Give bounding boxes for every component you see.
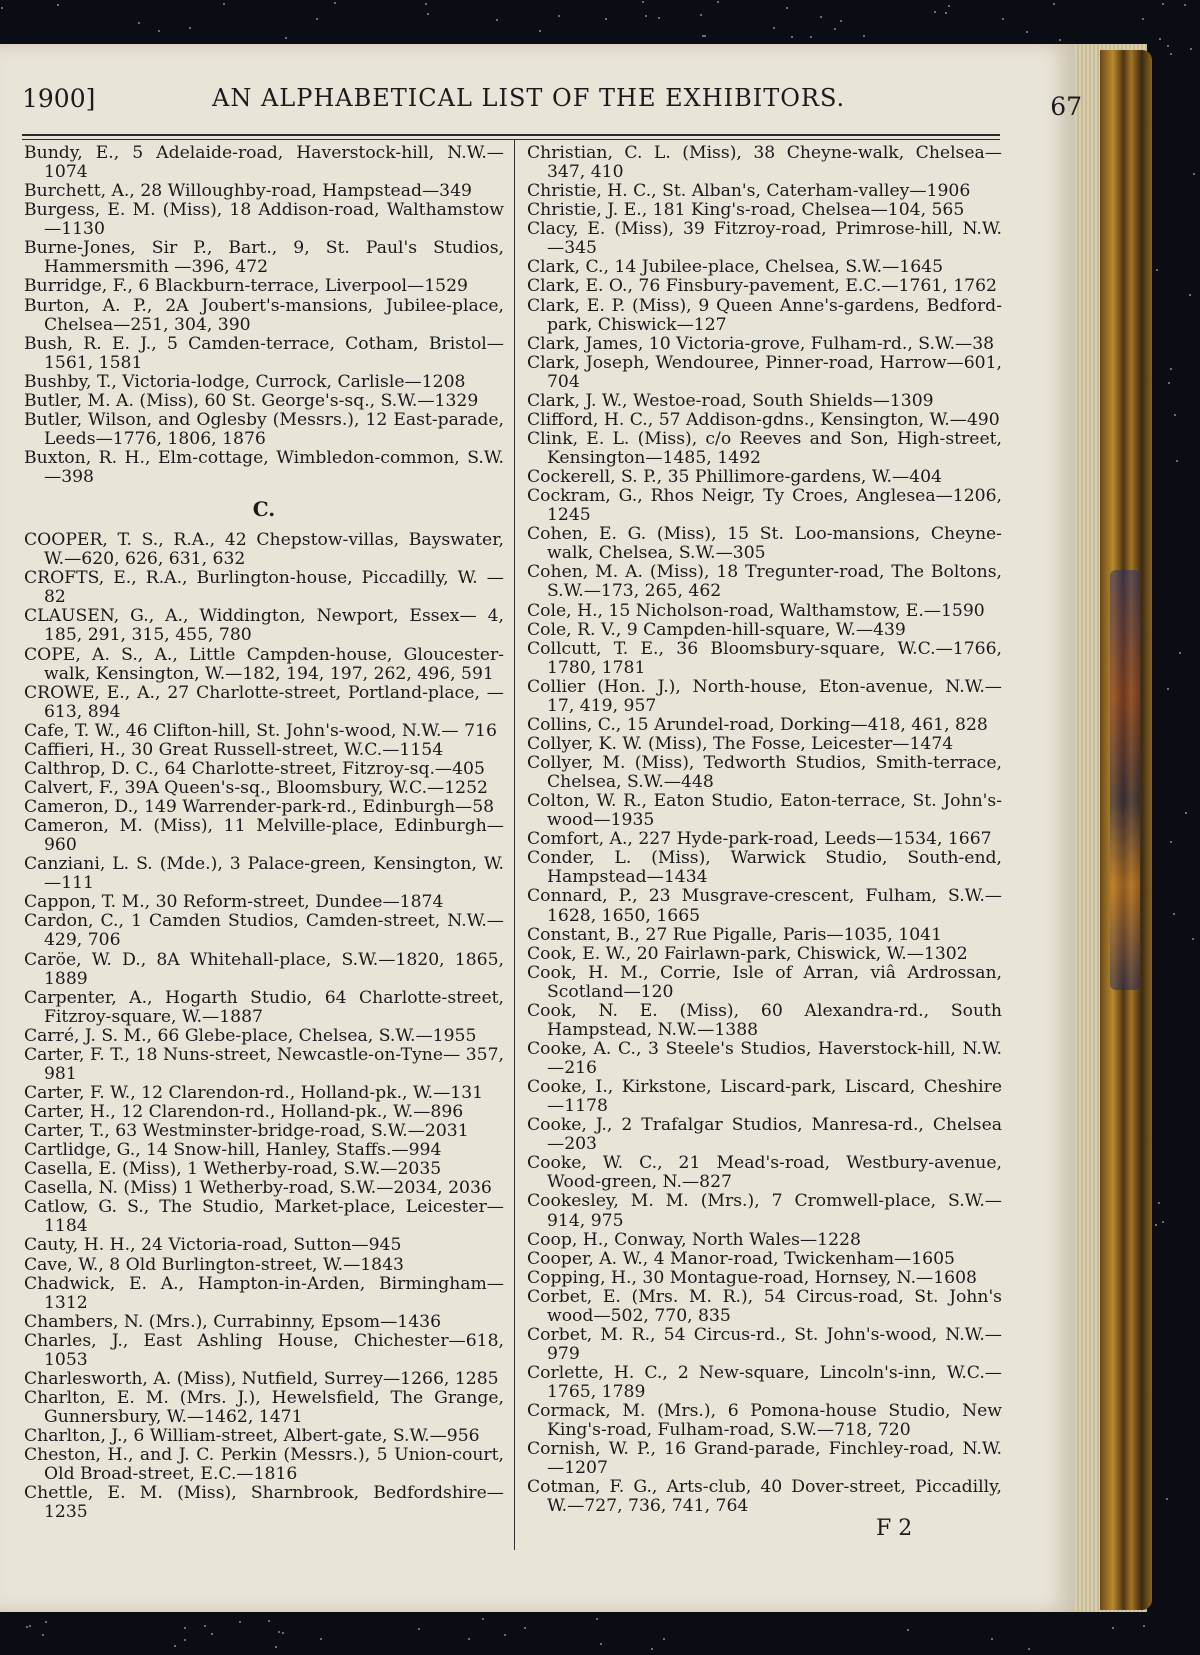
star-dot xyxy=(418,1628,420,1630)
exhibitor-entry: Carter, F. T., 18 Nuns-street, Newcastle-on-Tyne— 357, 981 xyxy=(24,1044,504,1084)
star-dot xyxy=(645,15,647,17)
exhibitor-entry: Clark, James, 10 Victoria-grove, Fulham-rd., S.W.—38 xyxy=(527,333,995,354)
star-dot xyxy=(702,35,704,37)
exhibitor-entry: Colton, W. R., Eaton Studio, Eaton-terrace, St. John's-wood—1935 xyxy=(527,791,1002,831)
star-dot xyxy=(1166,1498,1168,1500)
exhibitor-entry: Caröe, W. D., 8A Whitehall-place, S.W.—1820, 1865, 1889 xyxy=(24,949,504,989)
exhibitor-entry: Catlow, G. S., The Studio, Market-place, Leicester— 1184 xyxy=(24,1197,504,1237)
exhibitor-entry: Charlesworth, A. (Miss), Nutfield, Surrey—1266, 1285 xyxy=(24,1368,499,1389)
star-dot xyxy=(427,13,429,15)
star-dot xyxy=(320,1638,322,1640)
star-dot xyxy=(26,1626,28,1628)
star-dot xyxy=(211,1633,213,1635)
star-dot xyxy=(1156,269,1158,271)
exhibitor-entry: Caffieri, H., 30 Great Russell-street, W.C.—1154 xyxy=(24,739,444,760)
exhibitor-entry: Chadwick, E. A., Hampton-in-Arden, Birmingham— 1312 xyxy=(24,1273,504,1313)
marbled-edge xyxy=(1110,570,1140,990)
star-dot xyxy=(663,1638,665,1640)
star-dot xyxy=(840,20,842,22)
exhibitor-entry: Cave, W., 8 Old Burlington-street, W.—1843 xyxy=(24,1254,404,1275)
exhibitor-entry: Casella, E. (Miss), 1 Wetherby-road, S.W.—2035 xyxy=(24,1159,442,1180)
star-dot xyxy=(425,3,427,5)
exhibitor-entry: Cafe, T. W., 46 Clifton-hill, St. John's-wood, N.W.— 716 xyxy=(24,720,497,741)
exhibitor-entry: Corlette, H. C., 2 New-square, Lincoln's-inn, W.C.— 1765, 1789 xyxy=(527,1363,1002,1403)
exhibitor-entry: Clark, C., 14 Jubilee-place, Chelsea, S.W.—1645 xyxy=(527,257,944,278)
star-dot xyxy=(717,1,719,3)
exhibitor-entry: Cotman, F. G., Arts-club, 40 Dover-street, Piccadilly, W.—727, 736, 741, 764 xyxy=(527,1477,1002,1517)
section-letter-heading: C. xyxy=(252,497,276,522)
exhibitor-entry: Cooke, I., Kirkstone, Liscard-park, Liscard, Cheshire —1178 xyxy=(527,1077,1002,1117)
star-dot xyxy=(600,1643,602,1645)
star-dot xyxy=(863,35,865,37)
exhibitor-entry: Bushby, T., Victoria-lodge, Currock, Carlisle—1208 xyxy=(24,371,466,392)
star-dot xyxy=(278,1631,280,1633)
exhibitor-entry: Cornish, W. P., 16 Grand-parade, Finchley-road, N.W. —1207 xyxy=(527,1439,1002,1479)
star-dot xyxy=(704,35,706,37)
star-dot xyxy=(496,19,498,21)
star-dot xyxy=(820,16,822,18)
exhibitor-entry: Cohen, E. G. (Miss), 15 St. Loo-mansions, Cheyne-walk, Chelsea, S.W.—305 xyxy=(527,524,1002,564)
star-dot xyxy=(791,36,793,38)
star-dot xyxy=(1170,368,1172,370)
exhibitor-entry: Carré, J. S. M., 66 Glebe-place, Chelsea, S.W.—1955 xyxy=(24,1025,477,1046)
exhibitor-entry: Collcutt, T. E., 36 Bloomsbury-square, W.C.—1766, 1780, 1781 xyxy=(527,638,1002,678)
star-dot xyxy=(539,30,541,32)
exhibitor-entry: Cook, N. E. (Miss), 60 Alexandra-rd., South Hampstead, N.W.—1388 xyxy=(527,1000,1002,1040)
exhibitor-entry: Collins, C., 15 Arundel-road, Dorking—418, 461, 828 xyxy=(527,714,988,735)
header-rule xyxy=(22,134,1000,136)
exhibitor-entry: Cook, H. M., Corrie, Isle of Arran, viâ Ardrossan, Scotland—120 xyxy=(527,962,1002,1002)
exhibitor-entry: Buxton, R. H., Elm-cottage, Wimbledon-common, S.W. —398 xyxy=(24,448,504,488)
star-dot xyxy=(524,1627,526,1629)
exhibitor-entry: Corbet, M. R., 54 Circus-rd., St. John's-wood, N.W.—979 xyxy=(527,1324,1002,1364)
star-dot xyxy=(1189,294,1191,296)
exhibitor-entry: Burridge, F., 6 Blackburn-terrace, Liverpool—1529 xyxy=(24,276,468,297)
exhibitor-entry: Christian, C. L. (Miss), 38 Cheyne-walk, Chelsea—347, 410 xyxy=(527,143,1002,183)
star-dot xyxy=(1026,31,1028,33)
exhibitor-entry: Comfort, A., 227 Hyde-park-road, Leeds—1534, 1667 xyxy=(527,829,992,850)
exhibitor-entry: Burchett, A., 28 Willoughby-road, Hampstead—349 xyxy=(24,181,472,202)
star-dot xyxy=(282,1632,284,1634)
exhibitor-entry: Burgess, E. M. (Miss), 18 Addison-road, Walthamstow —1130 xyxy=(24,200,504,240)
exhibitor-entry: Butler, M. A. (Miss), 60 St. George's-sq., S.W.—1329 xyxy=(24,390,479,411)
exhibitor-entry: Cappon, T. M., 30 Reform-street, Dundee—1874 xyxy=(24,892,444,913)
star-dot xyxy=(1158,1202,1160,1204)
column-divider xyxy=(514,140,515,1550)
exhibitor-entry: COPE, A. S., A., Little Campden-house, Gloucester-walk, Kensington, W.—182, 194, 197, 262, 496, 591 xyxy=(24,644,504,684)
star-dot xyxy=(1112,1627,1114,1629)
exhibitor-entry: Cole, R. V., 9 Campden-hill-square, W.—439 xyxy=(527,619,906,640)
exhibitor-entry: Cheston, H., and J. C. Perkin (Messrs.), 5 Union-court, Old Broad-street, E.C.—1816 xyxy=(24,1445,504,1485)
exhibitor-entry: Calvert, F., 39A Queen's-sq., Bloomsbury, W.C.—1252 xyxy=(24,777,488,798)
exhibitor-entry: Cartlidge, G., 14 Snow-hill, Hanley, Staffs.—994 xyxy=(24,1140,442,1161)
star-dot xyxy=(1174,414,1176,416)
star-dot xyxy=(1170,53,1172,55)
header-rule-thin xyxy=(22,139,1000,140)
star-dot xyxy=(1028,1648,1030,1650)
star-dot xyxy=(184,1627,186,1629)
star-dot xyxy=(1184,4,1186,6)
exhibitor-entry: Cardon, C., 1 Camden Studios, Camden-street, N.W.— 429, 706 xyxy=(24,911,504,951)
header-title: AN ALPHABETICAL LIST OF THE EXHIBITORS. xyxy=(212,84,846,112)
exhibitor-entry: Charlton, J., 6 William-street, Albert-gate, S.W.—956 xyxy=(24,1426,480,1447)
star-dot xyxy=(138,22,140,24)
star-dot xyxy=(1173,913,1175,915)
star-dot xyxy=(1190,48,1192,50)
star-dot xyxy=(1192,938,1194,940)
star-dot xyxy=(558,15,560,17)
exhibitor-entry: Clark, E. O., 76 Finsbury-pavement, E.C.—1761, 1762 xyxy=(527,276,997,297)
star-dot xyxy=(991,1638,993,1640)
star-dot xyxy=(1053,3,1055,5)
star-dot xyxy=(1002,18,1004,20)
exhibitor-entry: Charles, J., East Ashling House, Chichester—618, 1053 xyxy=(24,1330,504,1370)
exhibitor-entry: Cooke, A. C., 3 Steele's Studios, Haverstock-hill, N.W. —216 xyxy=(527,1038,1002,1078)
star-dot xyxy=(945,12,947,14)
exhibitor-entry: Constant, B., 27 Rue Pigalle, Paris—1035, 1041 xyxy=(527,924,943,945)
exhibitor-entry: Cockram, G., Rhos Neigr, Ty Croes, Anglesea—1206, 1245 xyxy=(527,486,1002,526)
star-dot xyxy=(1193,173,1195,175)
star-dot xyxy=(605,18,607,20)
left-column xyxy=(24,144,504,1522)
star-dot xyxy=(700,14,702,16)
exhibitor-entry: Bush, R. E. J., 5 Camden-terrace, Cotham, Bristol— 1561, 1581 xyxy=(24,333,504,373)
star-dot xyxy=(184,1639,186,1641)
star-dot xyxy=(834,28,836,30)
exhibitor-entry: CROWE, E., A., 27 Charlotte-street, Portland-place, —613, 894 xyxy=(24,682,504,722)
star-dot xyxy=(1179,652,1181,654)
exhibitor-entry: Clark, Joseph, Wendouree, Pinner-road, Harrow—601, 704 xyxy=(527,352,1002,392)
star-dot xyxy=(158,30,160,32)
exhibitor-entry: Butler, Wilson, and Oglesby (Messrs.), 12 East-parade, Leeds—1776, 1806, 1876 xyxy=(24,409,504,449)
star-dot xyxy=(504,1634,506,1636)
book-spine xyxy=(1100,50,1152,1610)
exhibitor-entry: Carpenter, A., Hogarth Studio, 64 Charlotte-street, Fitzroy-square, W.—1887 xyxy=(24,987,504,1027)
star-dot xyxy=(1162,3,1164,5)
star-dot xyxy=(316,18,318,20)
star-dot xyxy=(204,1625,206,1627)
exhibitor-entry: Collyer, K. W. (Miss), The Fosse, Leicester—1474 xyxy=(527,733,954,754)
star-dot xyxy=(1143,1625,1145,1627)
star-dot xyxy=(1185,812,1187,814)
exhibitor-entry: Coop, H., Conway, North Wales—1228 xyxy=(527,1229,861,1250)
exhibitor-entry: Carter, F. W., 12 Clarendon-rd., Holland-pk., W.—131 xyxy=(24,1082,484,1103)
star-dot xyxy=(268,1620,270,1622)
exhibitor-entry: Cookesley, M. M. (Mrs.), 7 Cromwell-place, S.W.— 914, 975 xyxy=(527,1191,1002,1231)
exhibitor-entry: Chambers, N. (Mrs.), Currabinny, Epsom—1436 xyxy=(24,1311,442,1332)
exhibitor-entry: Cormack, M. (Mrs.), 6 Pomona-house Studio, New King's-road, Fulham-road, S.W.—718, 720 xyxy=(527,1401,1002,1441)
star-dot xyxy=(334,2,336,4)
header-year: 1900] xyxy=(22,84,96,113)
star-dot xyxy=(658,17,660,19)
star-dot xyxy=(1167,688,1169,690)
exhibitor-entry: Cockerell, S. P., 35 Phillimore-gardens, W.—404 xyxy=(527,467,942,488)
star-dot xyxy=(275,1646,277,1648)
exhibitor-entry: Copping, H., 30 Montague-road, Hornsey, N.—1608 xyxy=(527,1267,977,1288)
star-dot xyxy=(468,1638,470,1640)
exhibitor-entry: Cohen, M. A. (Miss), 18 Tregunter-road, The Boltons, S.W.—173, 265, 462 xyxy=(527,562,1002,602)
exhibitor-entry: Clark, J. W., Westoe-road, South Shields—1309 xyxy=(527,390,934,411)
exhibitor-entry: Burne-Jones, Sir P., Bart., 9, St. Paul's Studios, Hammersmith —396, 472 xyxy=(24,238,504,278)
exhibitor-entry: CLAUSEN, G., A., Widdington, Newport, Essex— 4, 185, 291, 315, 455, 780 xyxy=(24,606,504,646)
star-dot xyxy=(174,1645,176,1647)
exhibitor-entry: Conder, L. (Miss), Warwick Studio, South-end, Hampstead—1434 xyxy=(527,848,1002,888)
star-dot xyxy=(1142,18,1144,20)
star-dot xyxy=(596,1618,598,1620)
exhibitor-entry: Calthrop, D. C., 64 Charlotte-street, Fitzroy-sq.—405 xyxy=(24,758,485,779)
star-dot xyxy=(810,36,812,38)
star-dot xyxy=(239,1621,241,1623)
exhibitor-entry: Cauty, H. H., 24 Victoria-road, Sutton—945 xyxy=(24,1235,402,1256)
exhibitor-entry: Cameron, D., 149 Warrender-park-rd., Edinburgh—58 xyxy=(24,797,495,817)
star-dot xyxy=(651,1648,653,1650)
star-dot xyxy=(1176,460,1178,462)
right-column xyxy=(527,144,1002,1517)
exhibitor-entry: Casella, N. (Miss) 1 Wetherby-road, S.W.—2034, 2036 xyxy=(24,1178,492,1199)
exhibitor-entry: COOPER, T. S., R.A., 42 Chepstow-villas, Bayswater, W.—620, 626, 631, 632 xyxy=(24,530,504,570)
exhibitor-entry: Collyer, M. (Miss), Tedworth Studios, Smith-terrace, Chelsea, S.W.—448 xyxy=(527,753,1002,793)
exhibitor-entry: Chettle, E. M. (Miss), Sharnbrook, Bedfordshire— 1235 xyxy=(24,1483,504,1523)
signature-mark: F 2 xyxy=(876,1516,913,1541)
exhibitor-entry: Burton, A. P., 2A Joubert's-mansions, Jubilee-place, Chelsea—251, 304, 390 xyxy=(24,295,504,335)
star-dot xyxy=(223,3,225,5)
star-dot xyxy=(786,7,788,9)
star-dot xyxy=(1168,382,1170,384)
star-dot xyxy=(1159,38,1161,40)
exhibitor-entry: Cook, E. W., 20 Fairlawn-park, Chiswick, W.—1302 xyxy=(527,943,968,964)
star-dot xyxy=(934,11,936,13)
star-dot xyxy=(907,1629,909,1631)
exhibitor-entry: Cole, H., 15 Nicholson-road, Walthamstow, E.—1590 xyxy=(527,600,985,621)
exhibitor-entry: Clacy, E. (Miss), 39 Fitzroy-road, Primrose-hill, N.W. —345 xyxy=(527,219,1002,259)
star-dot xyxy=(42,1634,44,1636)
exhibitor-entry: CROFTS, E., R.A., Burlington-house, Piccadilly, W. —82 xyxy=(24,568,504,608)
exhibitor-entry: Canziani, L. S. (Mde.), 3 Palace-green, Kensington, W.—111 xyxy=(24,854,504,894)
exhibitor-entry: Collier (Hon. J.), North-house, Eton-avenue, N.W.— 17, 419, 957 xyxy=(527,676,1002,716)
exhibitor-entry: Christie, J. E., 181 King's-road, Chelsea—104, 565 xyxy=(527,200,965,221)
star-dot xyxy=(642,1,644,3)
star-dot xyxy=(1,7,3,9)
exhibitor-entry: Cooper, A. W., 4 Manor-road, Twickenham—1605 xyxy=(527,1248,955,1269)
exhibitor-entry: Corbet, E. (Mrs. M. R.), 54 Circus-road, St. John's wood—502, 770, 835 xyxy=(527,1286,1002,1326)
star-dot xyxy=(29,1625,31,1627)
star-dot xyxy=(45,1621,47,1623)
exhibitor-entry: Charlton, E. M. (Mrs. J.), Hewelsfield, The Grange, Gunnersbury, W.—1462, 1471 xyxy=(24,1387,504,1427)
star-dot xyxy=(482,1618,484,1620)
star-dot xyxy=(1162,1221,1164,1223)
star-dot xyxy=(1155,1224,1157,1226)
exhibitor-entry: Cooke, W. C., 21 Mead's-road, Westbury-avenue, Wood-green, N.—827 xyxy=(527,1153,1002,1193)
star-dot xyxy=(1167,45,1169,47)
exhibitor-entry: Cooke, J., 2 Trafalgar Studios, Manresa-rd., Chelsea —203 xyxy=(527,1115,1002,1155)
star-dot xyxy=(1059,39,1061,41)
exhibitor-entry: Bundy, E., 5 Adelaide-road, Haverstock-hill, N.W.— 1074 xyxy=(24,143,504,183)
exhibitor-entry: Carter, H., 12 Clarendon-rd., Holland-pk., W.—896 xyxy=(24,1102,464,1122)
exhibitor-entry: Carter, T., 63 Westminster-bridge-road, S.W.—2031 xyxy=(24,1121,469,1142)
star-dot xyxy=(773,27,775,29)
exhibitor-entry: Christie, H. C., St. Alban's, Caterham-valley—1906 xyxy=(527,181,971,202)
exhibitor-entry: Clifford, H. C., 57 Addison-gdns., Kensington, W.—490 xyxy=(527,409,1000,430)
star-dot xyxy=(189,27,191,29)
star-dot xyxy=(57,4,59,6)
exhibitor-entry: Cameron, M. (Miss), 11 Melville-place, Edinburgh—960 xyxy=(24,816,504,856)
star-dot xyxy=(1170,841,1172,843)
page-number: 67 xyxy=(1050,92,1082,121)
exhibitor-entry: Clark, E. P. (Miss), 9 Queen Anne's-gardens, Bedford-park, Chiswick—127 xyxy=(527,295,1002,335)
running-header xyxy=(22,84,1128,134)
star-dot xyxy=(285,37,287,39)
exhibitor-entry: Connard, P., 23 Musgrave-crescent, Fulham, S.W.— 1628, 1650, 1665 xyxy=(527,886,1002,926)
star-dot xyxy=(948,5,950,7)
exhibitor-entry: Clink, E. L. (Miss), c/o Reeves and Son, High-street, Kensington—1485, 1492 xyxy=(527,428,1002,468)
